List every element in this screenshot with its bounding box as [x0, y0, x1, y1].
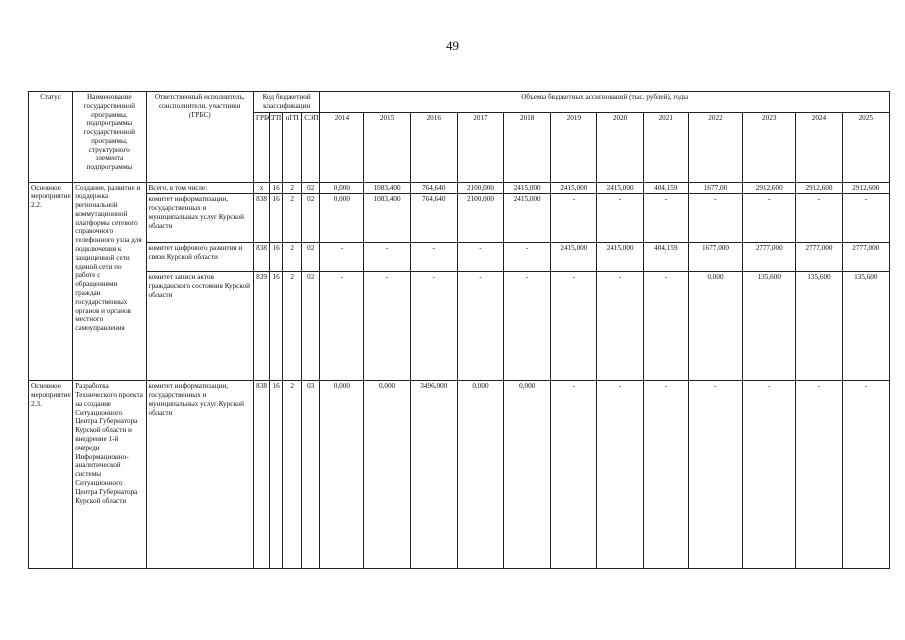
- value-cell: -: [457, 272, 503, 381]
- value-cell: -: [688, 381, 742, 569]
- value-cell: 1677,00: [688, 182, 742, 194]
- code-cell: 03: [302, 381, 320, 569]
- status-cell: Основное мероприятие 2.2.: [29, 182, 73, 381]
- value-cell: -: [643, 381, 688, 569]
- value-cell: 0,000: [688, 272, 742, 381]
- value-cell: -: [551, 194, 597, 243]
- code-col-gp: ГП: [270, 112, 283, 182]
- value-cell: 2415,000: [504, 182, 551, 194]
- value-cell: -: [597, 381, 643, 569]
- table-row: [29, 182, 890, 194]
- value-cell: -: [743, 381, 796, 569]
- value-cell: -: [597, 272, 643, 381]
- code-col-grbs: ГРБС: [254, 112, 270, 182]
- value-cell: 135,600: [796, 272, 842, 381]
- value-cell: 764,640: [410, 194, 457, 243]
- value-cell: 1677,000: [688, 243, 742, 272]
- value-cell: -: [551, 381, 597, 569]
- year-header: 2019: [551, 112, 597, 182]
- value-cell: -: [364, 243, 410, 272]
- code-cell: 838: [254, 194, 270, 243]
- value-cell: 0,000: [320, 381, 364, 569]
- value-cell: 3496,000: [410, 381, 457, 569]
- code-cell: 02: [302, 182, 320, 194]
- header-row-1: [29, 92, 890, 113]
- value-cell: 2415,000: [504, 194, 551, 243]
- value-cell: -: [410, 243, 457, 272]
- year-header: 2017: [457, 112, 503, 182]
- value-cell: 0,000: [320, 194, 364, 243]
- value-cell: 2777,000: [842, 243, 889, 272]
- value-cell: -: [364, 272, 410, 381]
- responsible-cell: комитет цифрового развития и связи Курской области: [146, 243, 253, 272]
- value-cell: -: [842, 381, 889, 569]
- code-cell: 02: [302, 243, 320, 272]
- code-cell: 16: [270, 272, 283, 381]
- value-cell: 2415,000: [551, 243, 597, 272]
- code-col-pgp: пГП: [283, 112, 302, 182]
- year-header: 2015: [364, 112, 410, 182]
- code-cell: 02: [302, 194, 320, 243]
- value-cell: -: [643, 194, 688, 243]
- budget-code-header: Код бюджетной классификации: [254, 92, 320, 113]
- code-cell: 2: [283, 272, 302, 381]
- value-cell: 2777,000: [796, 243, 842, 272]
- value-cell: -: [320, 272, 364, 381]
- value-cell: 2777,000: [743, 243, 796, 272]
- value-cell: -: [551, 272, 597, 381]
- value-cell: 404,159: [643, 182, 688, 194]
- year-header: 2025: [842, 112, 889, 182]
- value-cell: -: [643, 272, 688, 381]
- value-cell: 764,640: [410, 182, 457, 194]
- volumes-header: Объемы бюджетных ассигнований (тыс. рублей), годы: [320, 92, 890, 113]
- page-number: 49: [446, 38, 459, 53]
- name-cell: Разработка Технического проекта на создание Ситуационного Центра Губернатора Курской области и внедрение 1-й очереди Информационно-аналитической системы Ситуационного Центра Губернатора Курской области: [73, 381, 146, 569]
- code-cell: 838: [254, 381, 270, 569]
- table-row: [29, 243, 890, 272]
- value-cell: -: [504, 243, 551, 272]
- code-cell: 839: [254, 272, 270, 381]
- code-cell: 16: [270, 381, 283, 569]
- code-cell: 16: [270, 194, 283, 243]
- year-header: 2021: [643, 112, 688, 182]
- value-cell: 135,600: [842, 272, 889, 381]
- value-cell: 0,000: [457, 381, 503, 569]
- code-col-sep: СЭП: [302, 112, 320, 182]
- code-cell: 2: [283, 182, 302, 194]
- value-cell: 0,000: [364, 381, 410, 569]
- name-cell: Создание, развитие и поддержка региональной коммутационной платформы сетевого справочного телефонного узла для подключения к защищенной сети единой сети по работе с обращениями граждан государственных органов и органов местного самоуправления: [73, 182, 146, 381]
- value-cell: 2100,000: [457, 182, 503, 194]
- status-header: Статус: [29, 92, 73, 183]
- value-cell: 404,159: [643, 243, 688, 272]
- responsible-header: Ответственный исполнитель, соисполнители, участники (ГРБС): [146, 92, 253, 183]
- year-header: 2024: [796, 112, 842, 182]
- value-cell: 0,000: [504, 381, 551, 569]
- code-cell: 16: [270, 182, 283, 194]
- year-header: 2018: [504, 112, 551, 182]
- responsible-cell: Всего, в том числе:: [146, 182, 253, 194]
- code-cell: 2: [283, 381, 302, 569]
- year-header: 2016: [410, 112, 457, 182]
- code-cell: 16: [270, 243, 283, 272]
- value-cell: -: [410, 272, 457, 381]
- responsible-cell: комитет информатизации, государственных и муниципальных услуг Курской области: [146, 381, 253, 569]
- value-cell: 0,000: [320, 182, 364, 194]
- value-cell: 135,600: [743, 272, 796, 381]
- value-cell: 2912,600: [796, 182, 842, 194]
- value-cell: -: [796, 381, 842, 569]
- responsible-cell: комитет информатизации, государственных и муниципальных услуг Курской области: [146, 194, 253, 243]
- year-header: 2020: [597, 112, 643, 182]
- value-cell: 1083,400: [364, 194, 410, 243]
- code-cell: 838: [254, 243, 270, 272]
- table-row: [29, 381, 890, 569]
- responsible-cell: комитет записи актов гражданского состояния Курской области: [146, 272, 253, 381]
- table-row: [29, 272, 890, 381]
- value-cell: -: [743, 194, 796, 243]
- table-row: [29, 194, 890, 243]
- value-cell: 2912,600: [743, 182, 796, 194]
- value-cell: -: [688, 194, 742, 243]
- value-cell: 2100,000: [457, 194, 503, 243]
- value-cell: -: [597, 194, 643, 243]
- value-cell: -: [320, 243, 364, 272]
- value-cell: -: [504, 272, 551, 381]
- name-header: Наименование государственной программы, подпрограммы государственной программы, структурного элемента подпрограммы: [73, 92, 146, 183]
- code-cell: 02: [302, 272, 320, 381]
- value-cell: -: [842, 194, 889, 243]
- code-cell: 2: [283, 243, 302, 272]
- year-header: 2022: [688, 112, 742, 182]
- budget-table: [28, 91, 890, 569]
- value-cell: -: [457, 243, 503, 272]
- value-cell: 2912,600: [842, 182, 889, 194]
- year-header: 2023: [743, 112, 796, 182]
- code-cell: х: [254, 182, 270, 194]
- value-cell: 2415,000: [597, 243, 643, 272]
- value-cell: 1083,400: [364, 182, 410, 194]
- value-cell: 2415,000: [551, 182, 597, 194]
- year-header: 2014: [320, 112, 364, 182]
- code-cell: 2: [283, 194, 302, 243]
- value-cell: 2415,000: [597, 182, 643, 194]
- status-cell: Основное мероприятие 2.3.: [29, 381, 73, 569]
- value-cell: -: [796, 194, 842, 243]
